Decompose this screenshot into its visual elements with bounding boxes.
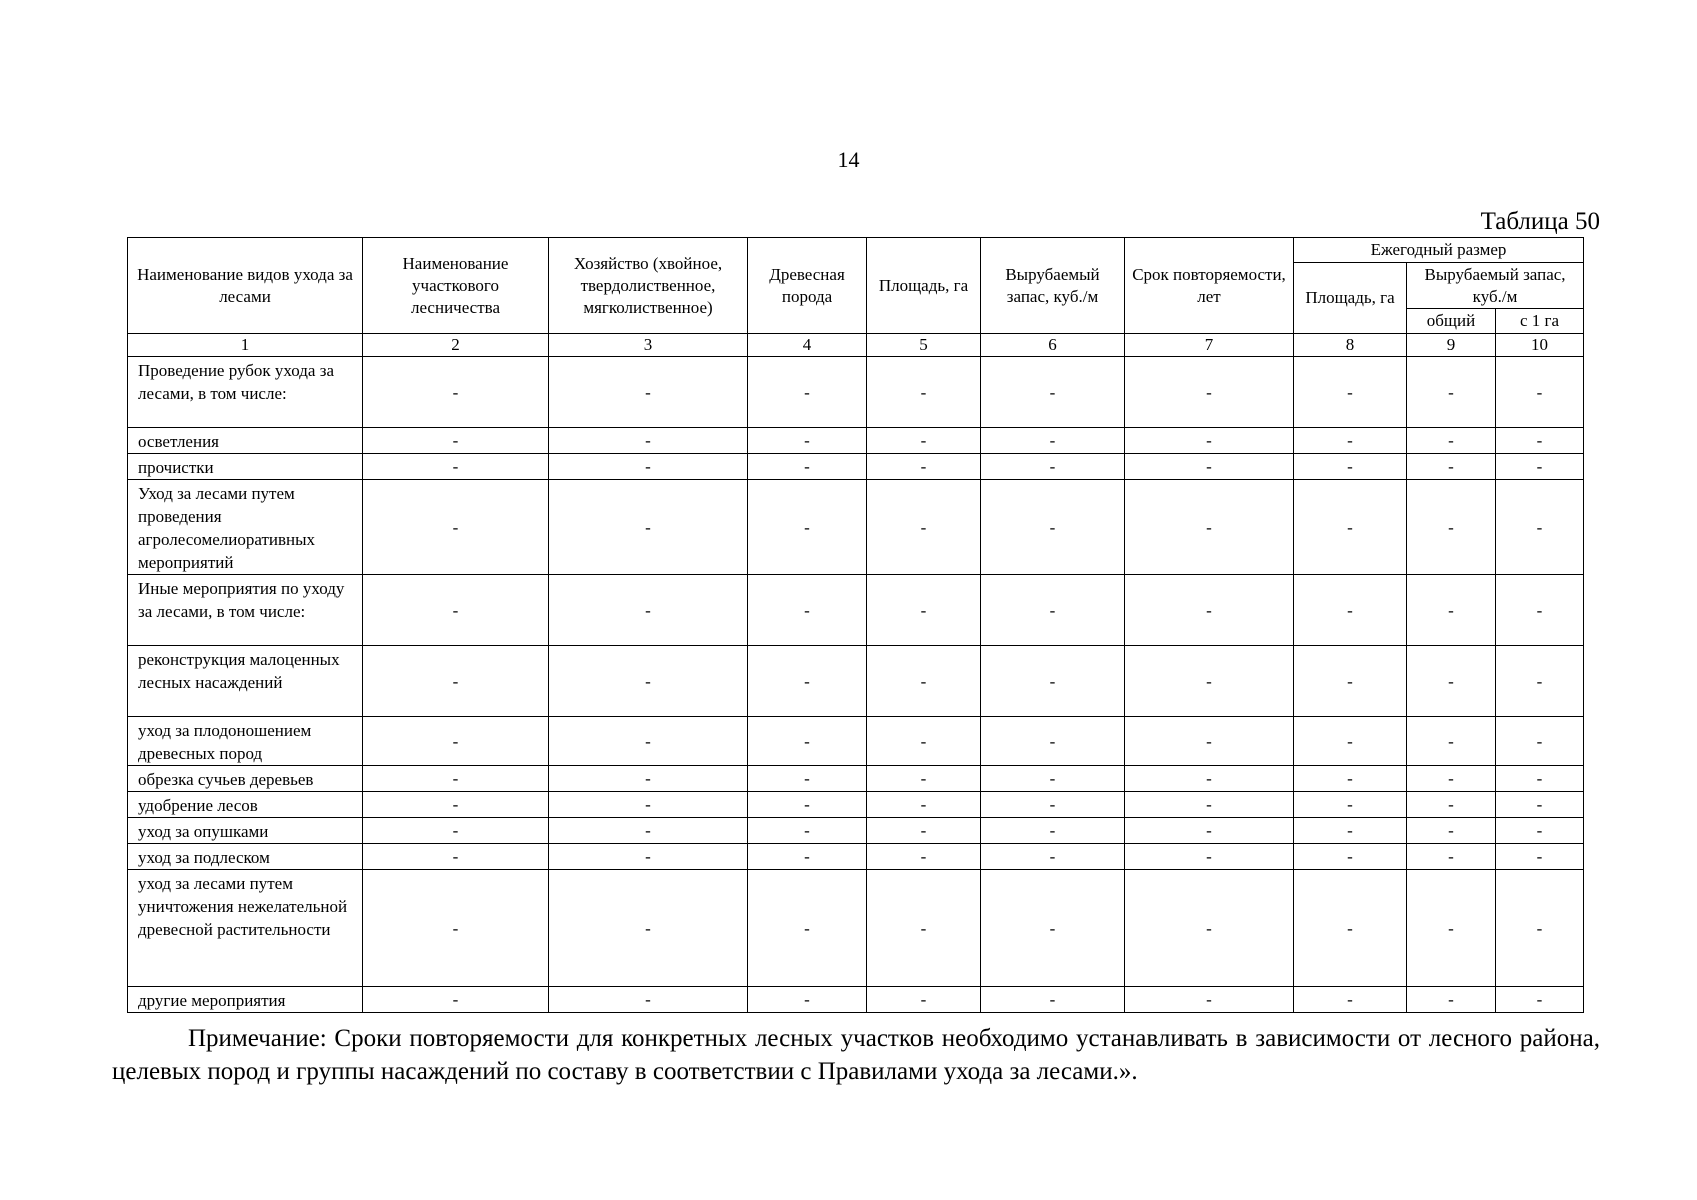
value-cell: - [981, 844, 1125, 870]
table-row [128, 454, 1584, 480]
value-cell: - [1496, 717, 1584, 766]
column-number: 4 [748, 334, 867, 357]
value-cell: - [363, 454, 549, 480]
column-number: 8 [1294, 334, 1407, 357]
value-cell: - [1496, 480, 1584, 575]
value-cell: - [748, 717, 867, 766]
activity-name-cell: уход за опушками [128, 818, 363, 844]
header-annual-size: Ежегодный размер [1294, 238, 1584, 263]
value-cell: - [1125, 987, 1294, 1013]
value-cell: - [549, 870, 748, 987]
activity-name-cell: другие мероприятия [128, 987, 363, 1013]
value-cell: - [1125, 480, 1294, 575]
value-cell: - [1125, 870, 1294, 987]
value-cell: - [1125, 646, 1294, 717]
column-number: 9 [1407, 334, 1496, 357]
value-cell: - [1407, 717, 1496, 766]
value-cell: - [748, 480, 867, 575]
value-cell: - [1294, 766, 1407, 792]
value-cell: - [1407, 480, 1496, 575]
value-cell: - [867, 480, 981, 575]
value-cell: - [1496, 766, 1584, 792]
value-cell: - [1294, 357, 1407, 428]
value-cell: - [748, 792, 867, 818]
table-row [128, 480, 1584, 575]
value-cell: - [363, 575, 549, 646]
value-cell: - [1294, 987, 1407, 1013]
value-cell: - [549, 987, 748, 1013]
header-annual-area: Площадь, га [1294, 263, 1407, 334]
value-cell: - [1125, 428, 1294, 454]
value-cell: - [1407, 357, 1496, 428]
column-number: 5 [867, 334, 981, 357]
header-repeat-period: Срок повторяемости, лет [1125, 238, 1294, 334]
value-cell: - [748, 357, 867, 428]
column-number: 6 [981, 334, 1125, 357]
value-cell: - [1125, 792, 1294, 818]
activity-name-cell: Уход за лесами путем проведения агролесомелиоративных мероприятий [128, 480, 363, 575]
header-annual-total: общий [1407, 309, 1496, 334]
value-cell: - [549, 428, 748, 454]
value-cell: - [981, 575, 1125, 646]
value-cell: - [363, 428, 549, 454]
value-cell: - [549, 646, 748, 717]
value-cell: - [867, 646, 981, 717]
value-cell: - [549, 818, 748, 844]
activity-name-cell: реконструкция малоценных лесных насаждений [128, 646, 363, 717]
value-cell: - [1407, 766, 1496, 792]
page-number: 14 [837, 147, 860, 172]
column-number: 10 [1496, 334, 1584, 357]
table-note: Примечание: Сроки повторяемости для конкретных лесных участков необходимо устанавливать в зависимости от лесного района, целевых пород и группы насаждений по составу в соответствии с Правилами ухода за лесами.». [112, 1025, 1600, 1085]
value-cell: - [549, 480, 748, 575]
value-cell: - [1407, 818, 1496, 844]
value-cell: - [1496, 575, 1584, 646]
value-cell: - [867, 792, 981, 818]
table-row [128, 766, 1584, 792]
value-cell: - [1125, 766, 1294, 792]
value-cell: - [1125, 575, 1294, 646]
value-cell: - [1496, 818, 1584, 844]
table-body [128, 357, 1584, 1013]
value-cell: - [363, 844, 549, 870]
header-tree-species: Древесная порода [748, 238, 867, 334]
activity-name-cell: осветления [128, 428, 363, 454]
value-cell: - [981, 766, 1125, 792]
value-cell: - [363, 480, 549, 575]
table-row [128, 575, 1584, 646]
table-row [128, 646, 1584, 717]
header-harvested-volume: Вырубаемый запас, куб./м [981, 238, 1125, 334]
value-cell: - [1125, 454, 1294, 480]
value-cell: - [1407, 844, 1496, 870]
value-cell: - [1496, 357, 1584, 428]
value-cell: - [363, 818, 549, 844]
table-row [128, 987, 1584, 1013]
header-annual-per-ha: с 1 га [1496, 309, 1584, 334]
value-cell: - [1496, 646, 1584, 717]
value-cell: - [1407, 792, 1496, 818]
value-cell: - [867, 987, 981, 1013]
activity-name-cell: уход за лесами путем уничтожения нежелательной древесной растительности [128, 870, 363, 987]
value-cell: - [363, 717, 549, 766]
value-cell: - [1496, 428, 1584, 454]
column-number: 2 [363, 334, 549, 357]
value-cell: - [981, 792, 1125, 818]
value-cell: - [981, 480, 1125, 575]
value-cell: - [1294, 717, 1407, 766]
header-forestry-district: Наименование участкового лесничества [363, 238, 549, 334]
value-cell: - [867, 454, 981, 480]
value-cell: - [549, 357, 748, 428]
header-annual-volume: Вырубаемый запас, куб./м [1407, 263, 1584, 309]
value-cell: - [981, 428, 1125, 454]
value-cell: - [981, 454, 1125, 480]
value-cell: - [1294, 792, 1407, 818]
value-cell: - [867, 766, 981, 792]
value-cell: - [748, 428, 867, 454]
value-cell: - [549, 792, 748, 818]
value-cell: - [1407, 987, 1496, 1013]
table-row [128, 870, 1584, 987]
activity-name-cell: обрезка сучьев деревьев [128, 766, 363, 792]
table-caption: Таблица 50 [1480, 208, 1600, 235]
value-cell: - [549, 454, 748, 480]
value-cell: - [1407, 454, 1496, 480]
value-cell: - [748, 575, 867, 646]
header-management-type: Хозяйство (хвойное, твердолиственное, мягколиственное) [549, 238, 748, 334]
value-cell: - [748, 766, 867, 792]
forest-care-table [127, 237, 1584, 1013]
value-cell: - [867, 357, 981, 428]
column-number: 7 [1125, 334, 1294, 357]
table-row [128, 717, 1584, 766]
value-cell: - [981, 357, 1125, 428]
value-cell: - [867, 575, 981, 646]
value-cell: - [748, 646, 867, 717]
value-cell: - [1496, 870, 1584, 987]
value-cell: - [1407, 646, 1496, 717]
value-cell: - [1496, 792, 1584, 818]
value-cell: - [1294, 480, 1407, 575]
value-cell: - [1496, 844, 1584, 870]
value-cell: - [549, 844, 748, 870]
value-cell: - [867, 844, 981, 870]
table-row [128, 844, 1584, 870]
activity-name-cell: уход за подлеском [128, 844, 363, 870]
value-cell: - [1294, 818, 1407, 844]
value-cell: - [363, 870, 549, 987]
value-cell: - [1125, 818, 1294, 844]
value-cell: - [981, 646, 1125, 717]
value-cell: - [1125, 357, 1294, 428]
value-cell: - [1294, 454, 1407, 480]
activity-name-cell: Иные мероприятия по уходу за лесами, в том числе: [128, 575, 363, 646]
value-cell: - [1294, 646, 1407, 717]
table-row [128, 792, 1584, 818]
value-cell: - [1294, 575, 1407, 646]
column-number-row [128, 334, 1584, 357]
table-row [128, 357, 1584, 428]
column-number: 3 [549, 334, 748, 357]
value-cell: - [981, 717, 1125, 766]
value-cell: - [867, 818, 981, 844]
header-activity-type: Наименование видов ухода за лесами [128, 238, 363, 334]
value-cell: - [1407, 428, 1496, 454]
value-cell: - [363, 766, 549, 792]
value-cell: - [1294, 844, 1407, 870]
value-cell: - [748, 987, 867, 1013]
value-cell: - [981, 987, 1125, 1013]
activity-name-cell: прочистки [128, 454, 363, 480]
value-cell: - [748, 844, 867, 870]
value-cell: - [748, 870, 867, 987]
value-cell: - [549, 717, 748, 766]
value-cell: - [1496, 987, 1584, 1013]
activity-name-cell: уход за плодоношением древесных пород [128, 717, 363, 766]
value-cell: - [549, 575, 748, 646]
value-cell: - [867, 870, 981, 987]
value-cell: - [363, 792, 549, 818]
header-area: Площадь, га [867, 238, 981, 334]
value-cell: - [363, 987, 549, 1013]
value-cell: - [1407, 575, 1496, 646]
value-cell: - [1294, 870, 1407, 987]
value-cell: - [363, 646, 549, 717]
value-cell: - [748, 818, 867, 844]
column-number: 1 [128, 334, 363, 357]
table-row [128, 428, 1584, 454]
table-header [128, 238, 1584, 357]
value-cell: - [1407, 870, 1496, 987]
value-cell: - [1125, 844, 1294, 870]
value-cell: - [363, 357, 549, 428]
activity-name-cell: удобрение лесов [128, 792, 363, 818]
table-row [128, 818, 1584, 844]
activity-name-cell: Проведение рубок ухода за лесами, в том числе: [128, 357, 363, 428]
value-cell: - [1496, 454, 1584, 480]
value-cell: - [981, 870, 1125, 987]
value-cell: - [1294, 428, 1407, 454]
value-cell: - [867, 717, 981, 766]
value-cell: - [981, 818, 1125, 844]
value-cell: - [748, 454, 867, 480]
value-cell: - [867, 428, 981, 454]
value-cell: - [1125, 717, 1294, 766]
value-cell: - [549, 766, 748, 792]
